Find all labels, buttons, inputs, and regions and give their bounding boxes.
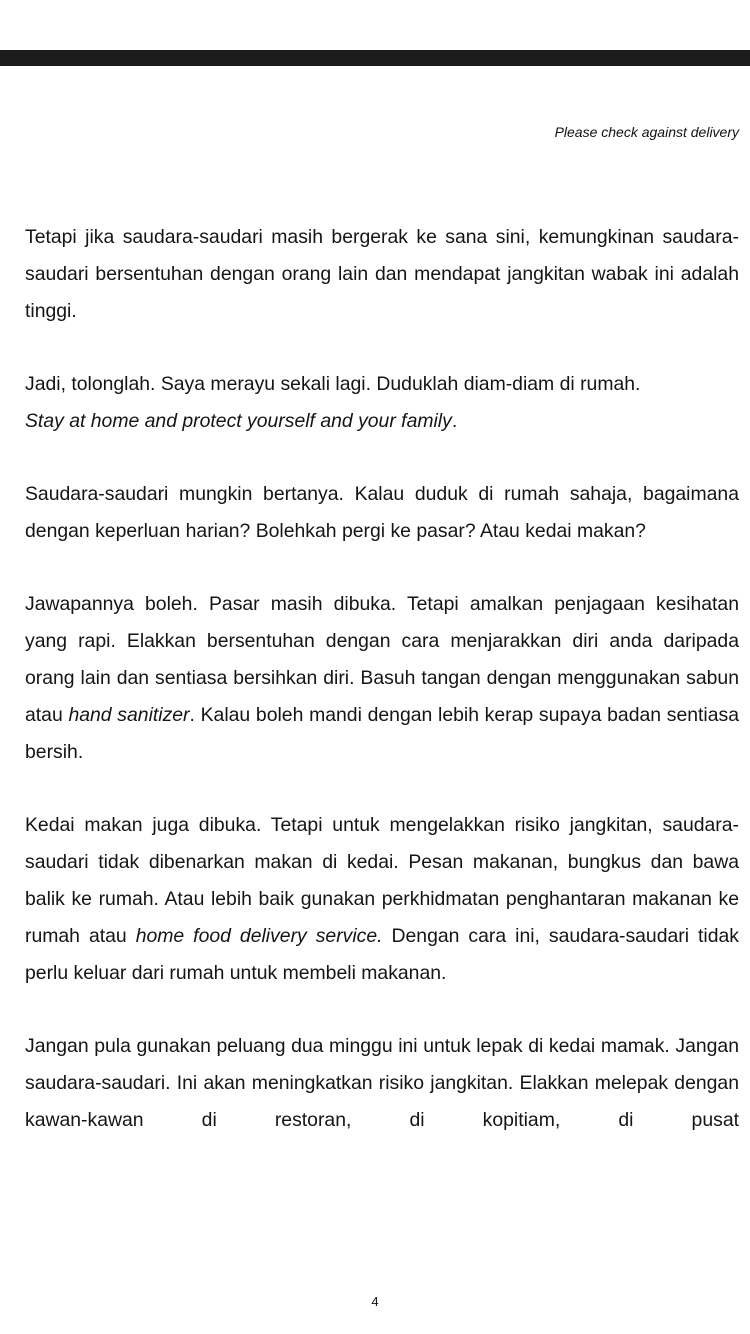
- paragraph-4-after: . Kalau boleh mandi dengan lebih kerap supaya badan sentiasa bersih.: [25, 704, 739, 763]
- paragraph-5: [25, 807, 739, 992]
- paragraph-3: [25, 476, 739, 550]
- paragraph-6-text: Jangan pula gunakan peluang dua minggu ini untuk lepak di kedai mamak. Jangan saudara-saudari. Ini akan meningkatkan risiko jangkitan. Elakkan melepak dengan kawan-kawan di restoran, di kopitiam, di pusat: [25, 1035, 739, 1131]
- paragraph-1-text: Tetapi jika saudara-saudari masih bergerak ke sana sini, kemungkinan saudara-saudari bersentuhan dengan orang lain dan mendapat jangkitan wabak ini adalah tinggi.: [25, 226, 739, 322]
- paragraph-5-before: Kedai makan juga dibuka. Tetapi untuk mengelakkan risiko jangkitan, saudara-saudari tidak dibenarkan makan di kedai. Pesan makanan, bungkus dan bawa balik ke rumah. Atau lebih baik gunakan perkhidmatan penghantaran makanan ke rumah atau: [25, 814, 739, 947]
- header-note: Please check against delivery: [554, 124, 739, 140]
- paragraph-5-italic: home food delivery service.: [135, 925, 383, 947]
- paragraph-2-line1: Jadi, tolonglah. Saya merayu sekali lagi. Duduklah diam-diam di rumah.: [25, 373, 641, 395]
- paragraph-1: [25, 219, 739, 330]
- paragraph-4-italic: hand sanitizer: [68, 704, 190, 726]
- top-dark-bar: [0, 50, 750, 66]
- paragraph-2-end: .: [451, 410, 458, 432]
- paragraph-2-line2: [25, 403, 739, 440]
- paragraph-4: [25, 586, 739, 771]
- paragraph-3-text: Saudara-saudari mungkin bertanya. Kalau duduk di rumah sahaja, bagaimana dengan keperluan harian? Bolehkah pergi ke pasar? Atau kedai makan?: [25, 483, 739, 542]
- paragraph-2-italic: Stay at home and protect yourself and your family: [25, 410, 452, 432]
- paragraph-4-before: Jawapannya boleh. Pasar masih dibuka. Tetapi amalkan penjagaan kesihatan yang rapi. Elakkan bersentuhan dengan cara menjarakkan diri anda daripada orang lain dan sentiasa bersihkan diri. Basuh tangan dengan menggunakan sabun atau: [25, 593, 739, 726]
- document-body: [25, 219, 739, 1175]
- paragraph-2: [25, 366, 739, 440]
- paragraph-5-after: Dengan cara ini, saudara-saudari tidak perlu keluar dari rumah untuk membeli makanan.: [25, 925, 739, 984]
- paragraph-6: [25, 1028, 739, 1139]
- page-number: 4: [371, 1294, 379, 1309]
